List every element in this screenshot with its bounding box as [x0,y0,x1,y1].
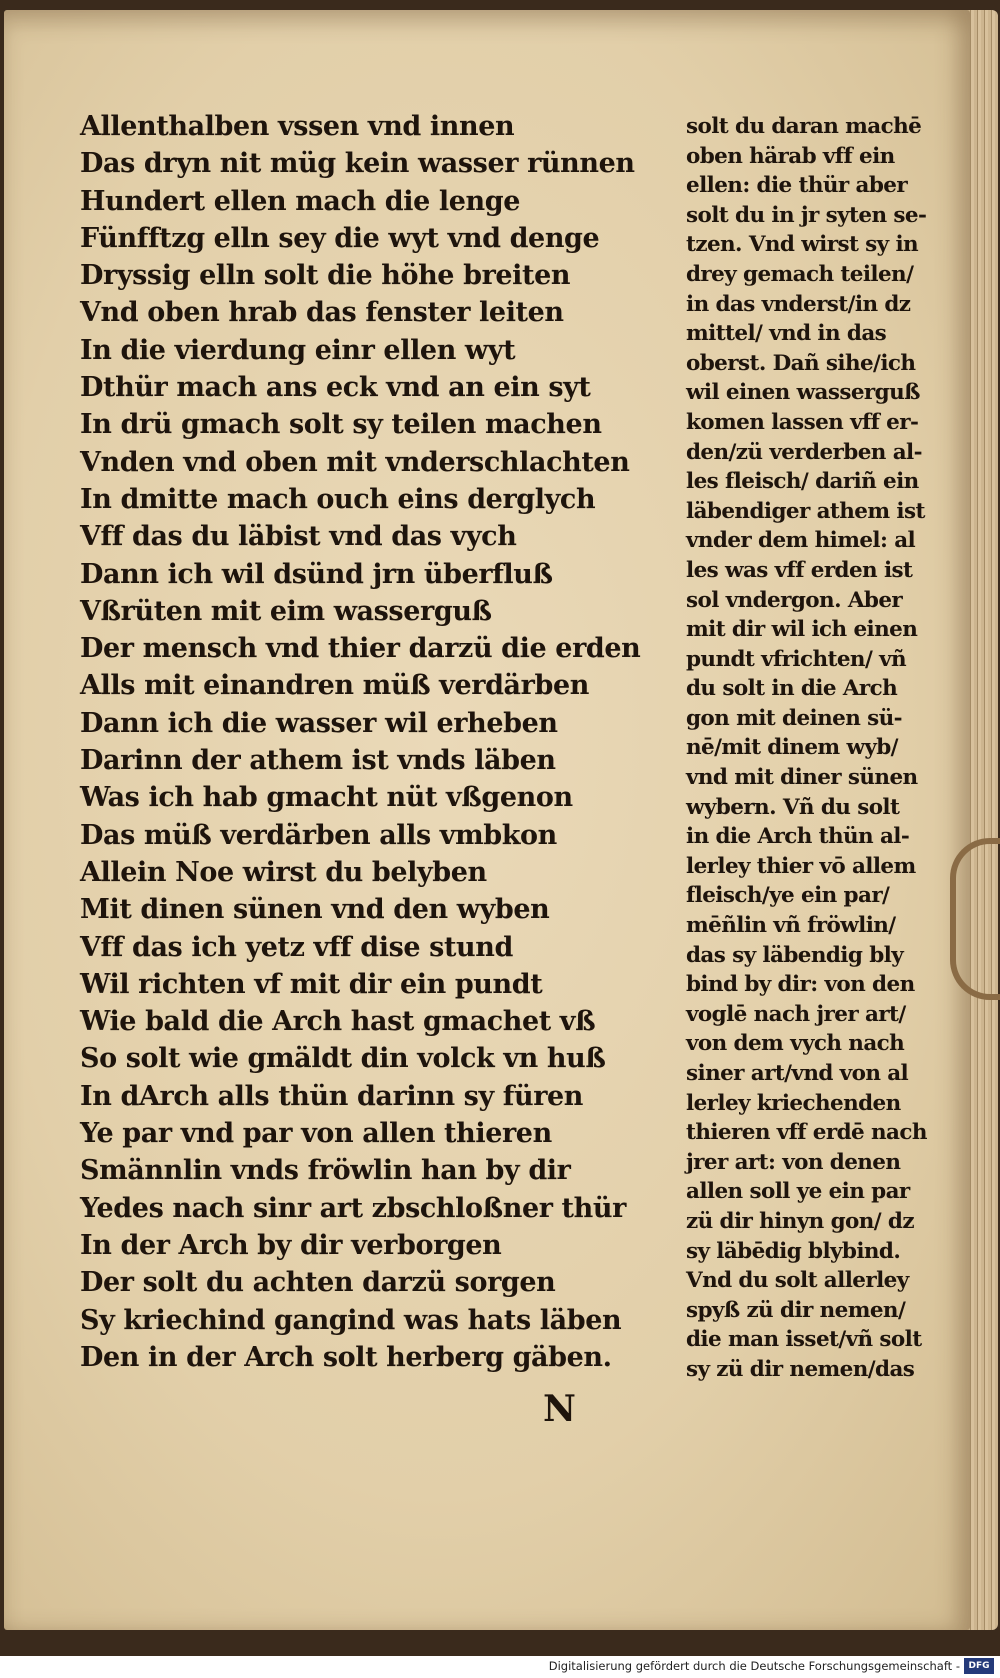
prose-line: solt du in jr syten se- [686,202,927,228]
verse-line: Dann ich die wasser wil erheben [80,707,558,739]
prose-line: mittel/ vnd in das [686,321,887,347]
prose-line: komen lassen vff er- [686,409,919,435]
verse-line: Vßrüten mit eim wasserguß [80,595,492,627]
verse-line: In der Arch by dir verborgen [80,1229,502,1261]
prose-line: oberst. Dañ sihe/ich [686,350,916,376]
prose-line: drey gemach teilen/ [686,261,914,287]
verse-line: Dann ich wil dsünd jrn überfluß [80,558,553,590]
prose-line: Vnd du solt allerley [686,1268,909,1294]
prose-line: solt du daran machē [686,114,922,139]
verse-line: In dArch alls thün darinn sy füren [80,1080,584,1112]
prose-line: zü dir hinyn gon/ dz [686,1208,914,1234]
prose-line: bind by dir: von den [686,972,915,998]
prose-line: gon mit deinen sü- [686,705,902,731]
prose-line: tzen. Vnd wirst sy in [686,232,919,258]
verse-line: Mit dinen sünen vnd den wyben [80,894,550,926]
prose-line: lerley kriechenden [686,1090,901,1116]
prose-line: die man isset/vñ solt [686,1327,922,1353]
prose-line: spyß zü dir nemen/ [686,1297,906,1323]
prose-line: den/zü verderben al- [686,439,922,465]
verse-line: Der mensch vnd thier darzü die erden [80,633,641,665]
prose-line: in die Arch thün al- [686,824,910,850]
verse-line: Darinn der athem ist vnds läben [80,745,556,777]
prose-line: in das vnderst/in dz [686,291,911,317]
footer-credit: Digitalisierung gefördert durch die Deutsche Forschungsgemeinschaft - [548,1659,960,1673]
prose-line: les fleisch/ dariñ ein [686,469,919,495]
verse-line: Was ich hab gmacht nüt vßgenon [80,782,573,814]
prose-line: ellen: die thür aber [686,173,908,199]
prose-line: sy läbēdig blybind. [686,1238,901,1264]
prose-line: wil einen wasserguß [686,380,920,406]
dfg-logo: DFG [964,1658,994,1674]
verse-line: Vnden vnd oben mit vnderschlachten [80,446,630,478]
verse-line: In die vierdung einr ellen wyt [80,334,516,366]
prose-line: wybern. Vñ du solt [686,794,900,820]
verse-line: Das müß verdärben alls vmbkon [80,819,557,851]
prose-line: vnder dem himel: al [686,528,916,554]
prose-line: les was vff erden ist [686,557,913,583]
page-clip [950,838,1000,1000]
prose-line: siner art/vnd von al [686,1061,909,1086]
prose-line: mit dir wil ich einen [686,617,918,643]
prose-line: jrer art: von denen [686,1149,901,1175]
verse-line: Vff das ich yetz vff dise stund [80,931,513,963]
verse-line: Dryssig elln solt die höhe breiten [80,260,571,292]
verse-line: Den in der Arch solt herberg gäben. [80,1341,612,1373]
verse-line: So solt wie gmäldt din volck vn huß [80,1043,606,1075]
prose-line: nē/mit dinem wyb/ [686,735,898,761]
prose-line: sol vndergon. Aber [686,587,903,613]
prose-line: das sy läbendig bly [686,942,904,968]
catchword: N [543,1388,576,1430]
verse-line: In drü gmach solt sy teilen machen [80,409,602,441]
verse-line: Sy kriechind gangind was hats läben [80,1304,622,1336]
verse-line: In dmitte mach ouch eins derglych [80,483,596,515]
verse-line: Yedes nach sinr art zbschloßner thür [80,1192,626,1224]
prose-line: du solt in die Arch [686,676,898,702]
prose-line: mēñlin vñ fröwlin/ [686,913,896,939]
prose-line: läbendiger athem ist [686,498,925,524]
prose-column [686,112,956,1385]
verse-line: Wil richten vf mit dir ein pundt [80,968,543,1000]
prose-line: von dem vych nach [686,1031,905,1057]
prose-line: sy zü dir nemen/das [686,1356,915,1382]
verse-line: Allein Noe wirst du belyben [80,856,487,888]
prose-line: thieren vff erdē nach [686,1120,927,1146]
prose-line: fleisch/ye ein par/ [686,883,890,909]
prose-line: oben härab vff ein [686,143,895,169]
prose-line: lerley thier vō allem [686,853,916,879]
verse-line: Fünfftzg elln sey die wyt vnd denge [80,222,600,254]
verse-line: Vff das du läbist vnd das vych [80,521,517,553]
prose-line: vnd mit diner sünen [686,765,918,791]
verse-line: Alls mit einandren müß verdärben [80,670,589,702]
prose-line: pundt vfrichten/ vñ [686,646,907,672]
verse-column [80,108,641,1376]
prose-line: voglē nach jrer art/ [686,1001,906,1027]
verse-line: Hundert ellen mach die lenge [80,185,520,217]
prose-line: allen soll ye ein par [686,1179,910,1205]
verse-line: Das dryn nit müg kein wasser rünnen [80,148,635,180]
verse-line: Ye par vnd par von allen thieren [80,1118,552,1150]
verse-line: Wie bald die Arch hast gmachet vß [80,1006,596,1038]
verse-line: Allenthalben vssen vnd innen [80,111,515,142]
verse-line: Vnd oben hrab das fenster leiten [80,297,564,329]
verse-line: Der solt du achten darzü sorgen [80,1267,556,1299]
verse-line: Dthür mach ans eck vnd an ein syt [80,372,591,404]
verse-line: Smännlin vnds fröwlin han by dir [80,1155,571,1187]
